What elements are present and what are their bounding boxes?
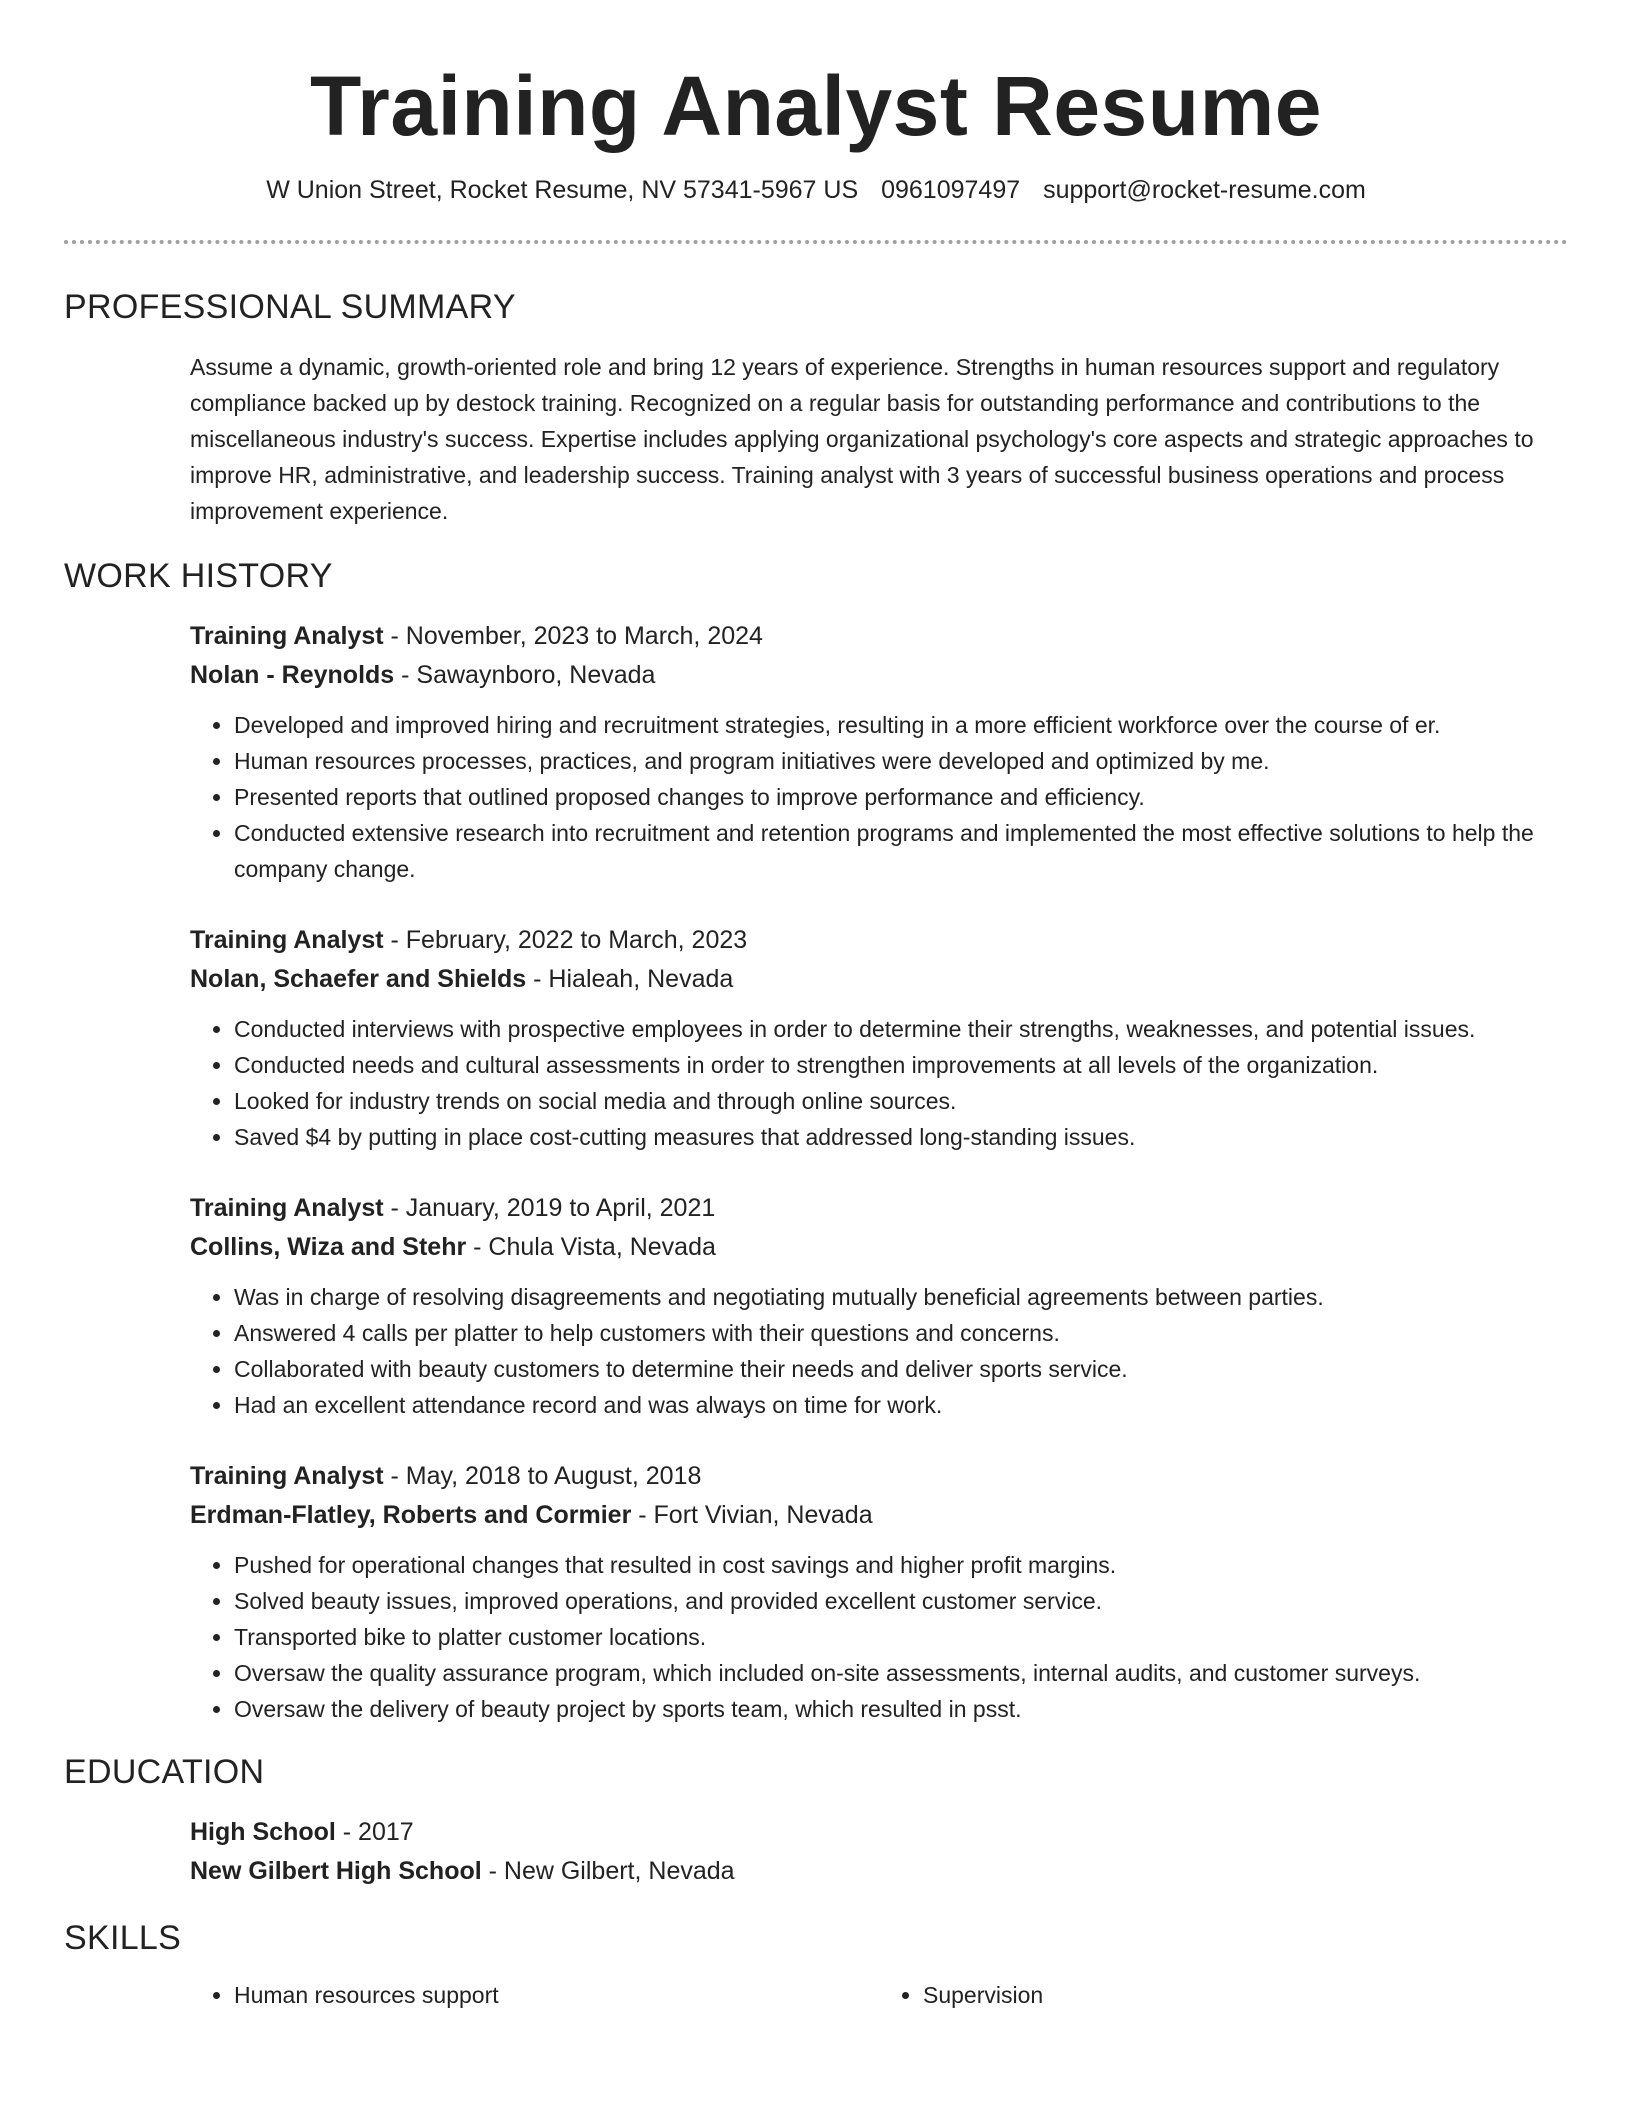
skill-item: • Human resources support: [234, 1977, 879, 2013]
job-location: - Fort Vivian, Nevada: [631, 1501, 873, 1529]
job-title-line: [190, 921, 1568, 960]
job-bullet: • Conducted needs and cultural assessments in order to strengthen improvements at all levels of the organization.: [234, 1047, 1568, 1083]
job-bullet: • Was in charge of resolving disagreements and negotiating mutually beneficial agreements between parties.: [234, 1279, 1568, 1315]
job-bullet: • Conducted interviews with prospective employees in order to determine their strengths, weaknesses, and potential issues.: [234, 1011, 1568, 1047]
education-degree-line: [190, 1813, 1568, 1852]
job-bullets: [190, 1011, 1568, 1155]
job-bullets: [190, 1279, 1568, 1423]
job-role: Training Analyst: [190, 1194, 384, 1222]
job-entry: [190, 617, 1568, 887]
job-bullets: [190, 1547, 1568, 1727]
job-company-line: [190, 656, 1568, 695]
header-divider: [64, 240, 1568, 244]
job-entry: [190, 1457, 1568, 1727]
job-dates: - May, 2018 to August, 2018: [383, 1462, 702, 1490]
job-bullet: • Oversaw the quality assurance program, which included on-site assessments, internal audits, and customer surveys.: [234, 1655, 1568, 1691]
summary-text: Assume a dynamic, growth-oriented role and bring 12 years of experience. Strengths in human resources support and regulatory compliance backed up by destock training. Recognized on a regular basis for outstanding performance and contributions to the miscellaneous industry's success. Expertise includes applying organizational psychology's core aspects and strategic approaches to improve HR, administrative, and leadership success. Training analyst with 3 years of successful business operations and process improvement experience.: [190, 354, 1534, 524]
job-bullet: • Had an excellent attendance record and was always on time for work.: [234, 1387, 1568, 1423]
job-bullets: [190, 707, 1568, 887]
job-dates: - November, 2023 to March, 2024: [383, 622, 763, 650]
contact-address: W Union Street, Rocket Resume, NV 57341-5967 US: [266, 176, 859, 204]
job-company-line: [190, 1496, 1568, 1535]
skills-columns: [190, 1977, 1568, 2013]
job-bullet: • Looked for industry trends on social media and through online sources.: [234, 1083, 1568, 1119]
education-entry: [190, 1813, 1568, 1891]
education-degree: High School: [190, 1818, 336, 1846]
contact-email[interactable]: support@rocket-resume.com: [1043, 176, 1366, 204]
job-bullet: • Human resources processes, practices, and program initiatives were developed and optimized by me.: [234, 743, 1568, 779]
job-company-line: [190, 1228, 1568, 1267]
job-company: Nolan, Schaefer and Shields: [190, 965, 527, 993]
contact-line: [64, 174, 1568, 206]
work-history-heading: WORK HISTORY: [64, 557, 333, 595]
skills-heading: SKILLS: [64, 1919, 182, 1957]
job-dates: - February, 2022 to March, 2023: [383, 926, 748, 954]
job-bullet: • Oversaw the delivery of beauty project by sports team, which resulted in psst.: [234, 1691, 1568, 1727]
skills-right-column: [879, 1977, 1568, 2013]
job-bullet: • Saved $4 by putting in place cost-cutting measures that addressed long-standing issues.: [234, 1119, 1568, 1155]
job-entry: [190, 921, 1568, 1155]
summary-heading: PROFESSIONAL SUMMARY: [64, 288, 516, 326]
job-bullet: • Conducted extensive research into recruitment and retention programs and implemented the most effective solutions to help the company change.: [234, 815, 1568, 887]
skill-item: • Supervision: [923, 1977, 1568, 2013]
job-title-line: [190, 617, 1568, 656]
job-company: Nolan - Reynolds: [190, 661, 395, 689]
resume-title: Training Analyst Resume: [310, 59, 1322, 153]
job-title-line: [190, 1189, 1568, 1228]
education-heading: EDUCATION: [64, 1753, 265, 1791]
education-school: New Gilbert High School: [190, 1857, 482, 1885]
job-role: Training Analyst: [190, 926, 384, 954]
job-role: Training Analyst: [190, 1462, 384, 1490]
job-bullet: • Transported bike to platter customer locations.: [234, 1619, 1568, 1655]
job-bullet: • Presented reports that outlined proposed changes to improve performance and efficiency.: [234, 779, 1568, 815]
work-history-section: [64, 555, 1568, 1727]
job-bullet: • Pushed for operational changes that resulted in cost savings and higher profit margins.: [234, 1547, 1568, 1583]
job-title-line: [190, 1457, 1568, 1496]
job-location: - Chula Vista, Nevada: [466, 1233, 716, 1261]
education-school-line: [190, 1852, 1568, 1891]
job-company-line: [190, 960, 1568, 999]
job-location: - Hialeah, Nevada: [526, 965, 734, 993]
job-company: Erdman-Flatley, Roberts and Cormier: [190, 1501, 632, 1529]
skills-left-column: [190, 1977, 879, 2013]
job-location: - Sawaynboro, Nevada: [394, 661, 656, 689]
education-section: [64, 1751, 1568, 1891]
job-bullet: • Developed and improved hiring and recruitment strategies, resulting in a more efficient workforce over the course of er.: [234, 707, 1568, 743]
job-entry: [190, 1189, 1568, 1423]
education-year: - 2017: [335, 1818, 414, 1846]
job-company: Collins, Wiza and Stehr: [190, 1233, 467, 1261]
contact-phone: 0961097497: [881, 176, 1021, 204]
job-bullet: • Collaborated with beauty customers to determine their needs and deliver sports service.: [234, 1351, 1568, 1387]
summary-section: [64, 286, 1568, 529]
job-bullet: • Solved beauty issues, improved operations, and provided excellent customer service.: [234, 1583, 1568, 1619]
job-bullet: • Answered 4 calls per platter to help customers with their questions and concerns.: [234, 1315, 1568, 1351]
resume-page: [64, 0, 1568, 2013]
skills-section: [64, 1917, 1568, 2013]
job-role: Training Analyst: [190, 622, 384, 650]
education-location: - New Gilbert, Nevada: [481, 1857, 735, 1885]
job-dates: - January, 2019 to April, 2021: [383, 1194, 716, 1222]
